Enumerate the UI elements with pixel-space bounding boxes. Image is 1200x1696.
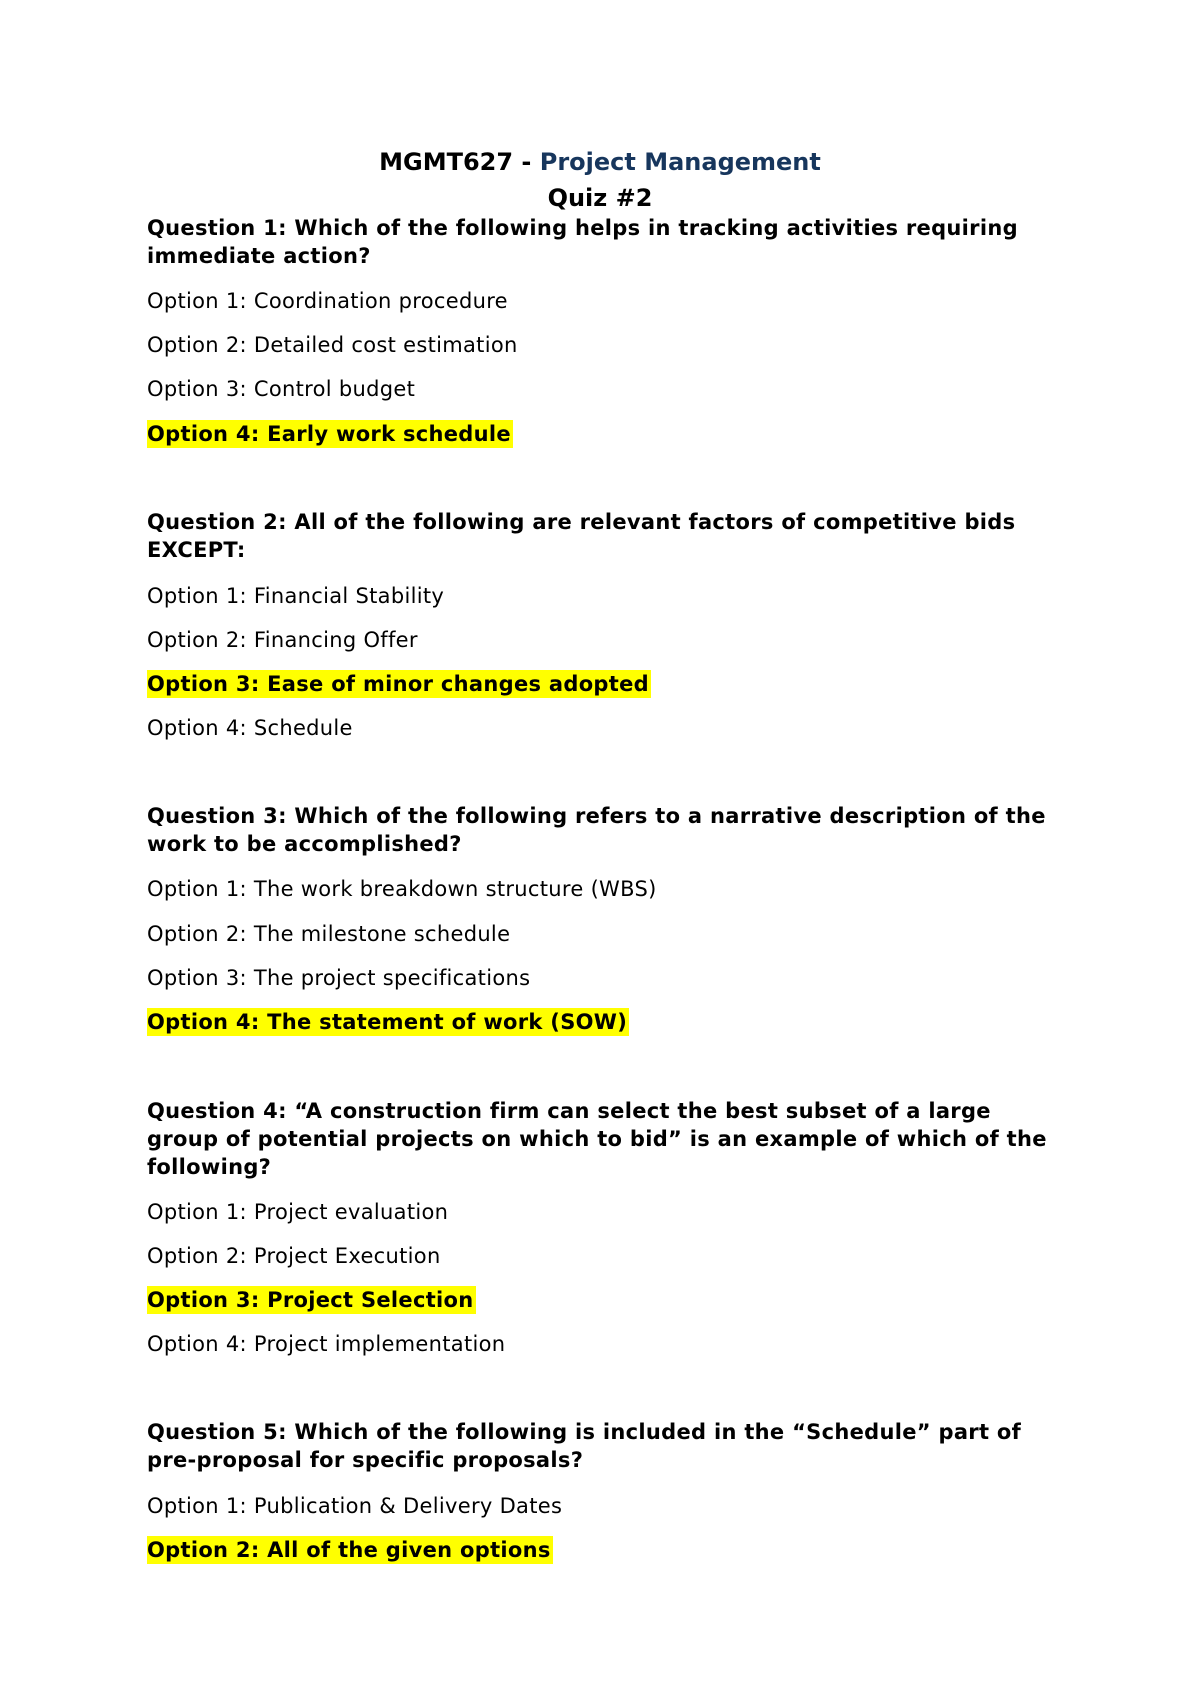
question-5: Question 5: Which of the following is included in the “Schedule” part of pre-proposal for specific proposals? [147,1420,1022,1472]
question-4: Question 4: “A construction firm can select the best subset of a large group of potential projects on which to bid” is an example of which of the following? [147,1099,1047,1179]
question-4-option-4: Option 4: Project implementation [147,1332,506,1356]
question-3-option-4-correct: Option 4: The statement of work (SOW) [147,1010,628,1034]
quiz-title: Quiz #2 [547,184,653,212]
question-1-option-2: Option 2: Detailed cost estimation [147,333,518,357]
question-4-option-2: Option 2: Project Execution [147,1244,441,1268]
question-3-option-1: Option 1: The work breakdown structure (WBS) [147,877,657,901]
question-3-option-2: Option 2: The milestone schedule [147,922,511,946]
question-2-option-3-correct: Option 3: Ease of minor changes adopted [147,672,649,696]
question-5-option-2-correct: Option 2: All of the given options [147,1538,551,1562]
question-2-option-2: Option 2: Financing Offer [147,628,418,652]
question-2-option-4: Option 4: Schedule [147,716,353,740]
title-separator: - [521,148,532,176]
question-4-option-3-correct: Option 3: Project Selection [147,1288,474,1312]
question-1-option-4-correct: Option 4: Early work schedule [147,422,511,446]
question-1: Question 1: Which of the following helps in tracking activities requiring immediate action? [147,216,1018,268]
question-1-option-3: Option 3: Control budget [147,377,416,401]
question-2: Question 2: All of the following are relevant factors of competitive bids EXCEPT: [147,510,1016,562]
course-code: MGMT627 [379,148,514,176]
question-4-option-1: Option 1: Project evaluation [147,1200,449,1224]
question-3: Question 3: Which of the following refers to a narrative description of the work to be accomplished? [147,804,1046,856]
question-5-option-1: Option 1: Publication & Delivery Dates [147,1494,563,1518]
course-name: Project Management [539,148,821,176]
question-3-option-3: Option 3: The project specifications [147,966,531,990]
course-title [0,148,1200,176]
question-2-option-1: Option 1: Financial Stability [147,584,445,608]
question-1-option-1: Option 1: Coordination procedure [147,289,508,313]
